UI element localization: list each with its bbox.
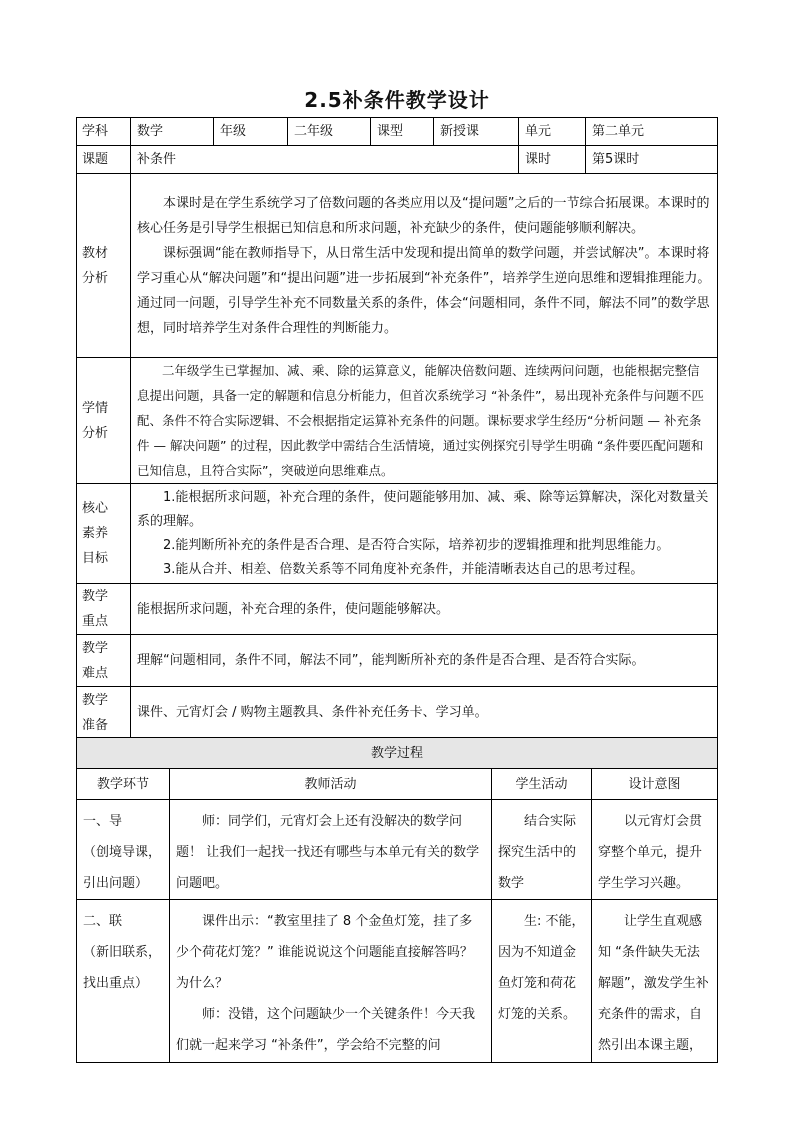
difficulty-row xyxy=(77,635,718,687)
learner-para-1: 二年级学生已掌握加、减、乘、除的运算意义，能解决倍数问题、连续两问问题，也能根据完整信息提出问题，具备一定的解题和信息分析能力，但首次系统学习 “补条件”，易出现补充条件与问题不匹配、条件不符合实际逻辑、不会根据指定运算补充条件的问题。课标要求学生经历“分析问题 — 补充条件 — 解决问题” 的过程，因此教学中需结合生活情境，通过实例探究引导学生明确 “条件要匹配问题和已知信息，且符合实际”，突破逆向思维难点。 xyxy=(137,363,704,478)
unit-label: 单元 xyxy=(519,118,586,146)
process-stage-row xyxy=(77,900,718,1063)
key-point-label: 教学 重点 xyxy=(77,584,131,635)
type-label: 课型 xyxy=(371,118,434,146)
key-point-content: 能根据所求问题，补充合理的条件，使问题能够解决。 xyxy=(131,584,718,635)
design-intent: 让学生直观感知 “条件缺失无法解题”，激发学生补充条件的需求，自然引出本课主题， xyxy=(592,900,718,1063)
info-row-topic xyxy=(77,146,718,174)
preparation-row xyxy=(77,687,718,739)
learner-analysis-row xyxy=(77,358,718,484)
objective-item-1: 1.能根据所求问题，补充合理的条件，使问题能够用加、减、乘、除等运算解决，深化对数量关系的理解。 xyxy=(137,489,709,529)
type-value: 新授课 xyxy=(434,118,519,146)
info-row-subject xyxy=(77,118,718,146)
stage-name: 一、导 （创境导课， 引出问题） xyxy=(77,800,170,900)
student-activity: 生: 不能，因为不知道金鱼灯笼和荷花灯笼的关系。 xyxy=(492,900,592,1063)
textbook-analysis-label: 教材 分析 xyxy=(77,174,131,358)
topic-label: 课题 xyxy=(77,146,131,174)
objectives-row xyxy=(77,484,718,584)
learner-analysis-label: 学情 分析 xyxy=(77,358,131,484)
grade-value: 二年级 xyxy=(288,118,371,146)
key-point-row xyxy=(77,584,718,635)
student-activity: 结合实际探究生活中的数学 xyxy=(492,800,592,900)
learner-analysis-content xyxy=(131,358,718,484)
objective-item-3: 3.能从合并、相差、倍数关系等不同角度补充条件，并能清晰表达自己的思考过程。 xyxy=(163,561,644,577)
page-title: 2.5补条件教学设计 xyxy=(304,88,490,112)
period-label: 课时 xyxy=(519,146,586,174)
subject-value: 数学 xyxy=(131,118,214,146)
objective-item-2: 2.能判断所补充的条件是否合理、是否符合实际，培养初步的逻辑推理和批判思维能力。 xyxy=(163,537,670,553)
textbook-para-1: 本课时是在学生系统学习了倍数问题的各类应用以及“提问题”之后的一节综合拓展课。本课时的核心任务是引导学生根据已知信息和所求问题，补充缺少的条件，使问题能够顺利解决。 xyxy=(137,195,710,236)
teacher-activity: 课件出示：“教室里挂了 8 个金鱼灯笼，挂了多少个荷花灯笼？” 谁能说说这个问题能直接解答吗？为什么？ 师：没错，这个问题缺少一个关键条件！今天我们就一起来学习 “补条件”，学会给不完整的问 xyxy=(170,900,492,1063)
teacher-activity: 师：同学们，元宵灯会上还有没解决的数学问题！ 让我们一起找一找还有哪些与本单元有关的数学问题吧。 xyxy=(170,800,492,900)
design-intent: 以元宵灯会贯穿整个单元，提升学生学习兴趣。 xyxy=(592,800,718,900)
subject-label: 学科 xyxy=(77,118,131,146)
textbook-para-2: 课标强调“能在教师指导下，从日常生活中发现和提出简单的数学问题，并尝试解决”。本课时将学习重心从“解决问题”和“提出问题”进一步拓展到“补充条件”，培养学生逆向思维和逻辑推理能力。通过同一问题，引导学生补充不同数量关系的条件，体会“问题相同，条件不同，解法不同”的数学思想，同时培养学生对条件合理性的判断能力。 xyxy=(137,245,711,336)
textbook-analysis-row xyxy=(77,174,718,358)
unit-value: 第二单元 xyxy=(586,118,718,146)
header-stage: 教学环节 xyxy=(77,769,170,800)
period-value: 第5课时 xyxy=(586,146,718,174)
process-header-row xyxy=(77,769,718,800)
difficulty-label: 教学 难点 xyxy=(77,635,131,687)
teaching-process-table xyxy=(76,737,718,1063)
process-stage-row xyxy=(77,800,718,900)
objectives-label: 核心 素养 目标 xyxy=(77,484,131,584)
topic-value: 补条件 xyxy=(131,146,519,174)
difficulty-content: 理解“问题相同，条件不同，解法不同”，能判断所补充的条件是否合理、是否符合实际。 xyxy=(131,635,718,687)
process-band xyxy=(77,738,718,769)
objectives-content xyxy=(131,484,718,584)
preparation-label: 教学 准备 xyxy=(77,687,131,739)
header-student: 学生活动 xyxy=(492,769,592,800)
lesson-info-table xyxy=(76,117,718,739)
header-teacher: 教师活动 xyxy=(170,769,492,800)
header-intent: 设计意图 xyxy=(592,769,718,800)
process-band-title: 教学过程 xyxy=(77,738,718,769)
preparation-content: 课件、元宵灯会 / 购物主题教具、条件补充任务卡、学习单。 xyxy=(131,687,718,739)
grade-label: 年级 xyxy=(214,118,288,146)
stage-name: 二、联 （新旧联系， 找出重点） xyxy=(77,900,170,1063)
textbook-analysis-content xyxy=(131,174,718,358)
